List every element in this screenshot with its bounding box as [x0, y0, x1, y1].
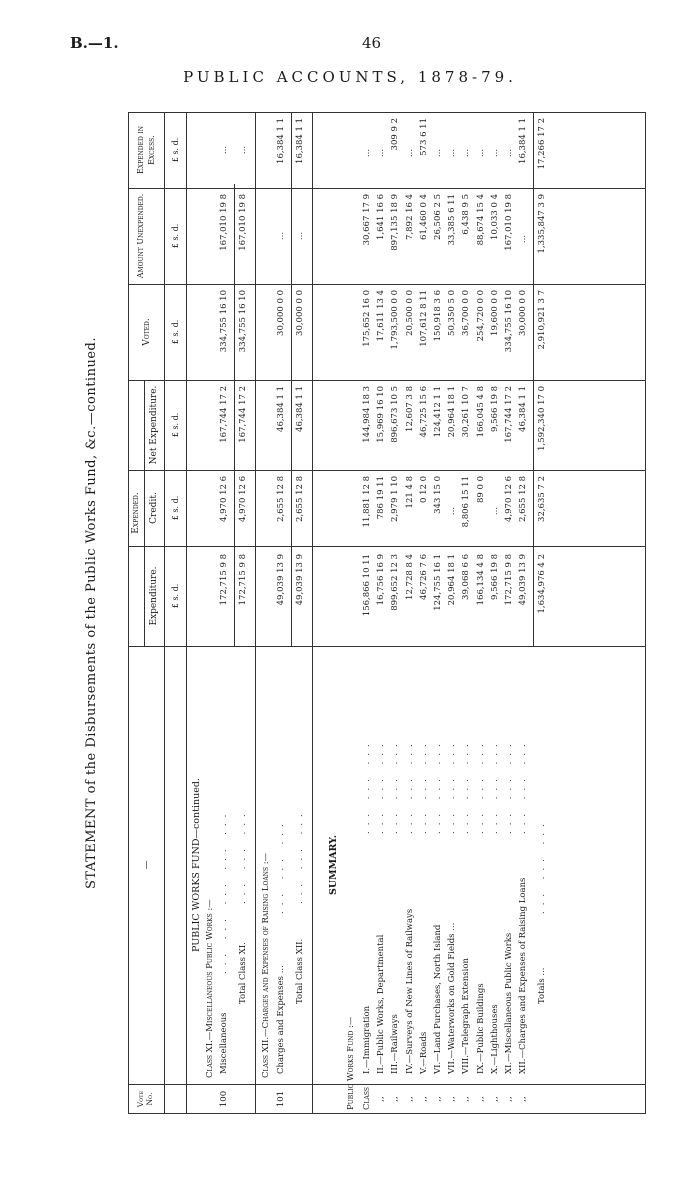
summary-label: IX.—Public Buildings [475, 983, 486, 1074]
summary-label: I.—Immigration [362, 1005, 372, 1074]
dot-leader: ... ... ... [461, 738, 472, 834]
header-net-expenditure: Net Expenditure. [149, 385, 159, 465]
summary-prefix: ,, [447, 1096, 458, 1102]
lsd-unexpended: £ s. d. [171, 223, 180, 249]
dot-leader: ... ... ... [489, 738, 500, 834]
summary-expenditure: 9,566 19 8 [489, 554, 500, 600]
summary-net: 15,969 16 10 [376, 386, 387, 443]
totals-label: Totals ... [537, 967, 548, 1004]
summary-expenditure: 899,652 12 3 [390, 554, 401, 611]
summary-label: V.—Roads [418, 1031, 429, 1074]
dot-leader: ... ... ... [518, 738, 529, 834]
summary-net: 9,566 19 8 [489, 386, 500, 432]
class11-end-rule [255, 112, 256, 1114]
summary-net: 46,725 15 6 [418, 386, 429, 438]
rotated-table [84, 112, 646, 1114]
summary-net: 124,412 1 1 [433, 386, 443, 438]
summary-credit: 11,881 12 8 [362, 476, 372, 528]
summary-prefix: ,, [404, 1096, 415, 1102]
summary-prefix: ,, [461, 1096, 472, 1102]
summary-row [433, 112, 447, 1114]
summary-row [390, 112, 404, 1114]
dot-leader: ... ... ... [295, 808, 305, 904]
summary-excess: ... [433, 148, 443, 158]
summary-expenditure: 49,039 13 9 [518, 554, 529, 606]
totals-voted: 2,910,921 3 7 [537, 290, 548, 350]
dot-leader: ... ... ... [276, 818, 286, 914]
summary-prefix: ,, [376, 1096, 387, 1102]
summary-label: VI.—Land Purchases, North Island [433, 924, 443, 1074]
summary-voted: 254,720 0 0 [475, 290, 486, 342]
dot-leader: ... ... ... [433, 738, 443, 834]
class11-net: 167,744 17 2 [219, 386, 229, 443]
dot-leader: ... ... ... [238, 808, 248, 904]
summary-credit: 121 4 8 [404, 476, 415, 509]
expended-group-rule [144, 380, 145, 646]
summary-unexpended: 897,135 18 9 [390, 194, 401, 251]
summary-expenditure: 156,866 10 11 [362, 554, 372, 617]
dot-leader: ... ... ... [447, 738, 458, 834]
class12-total-voted: 30,000 0 0 [295, 290, 305, 336]
class12-total-credit: 2,655 12 8 [295, 476, 305, 522]
summary-fund-label: Public Works Fund :— [346, 1016, 356, 1110]
summary-label: X.—Lighthouses [489, 1004, 500, 1074]
summary-credit: 4,970 12 6 [504, 476, 514, 522]
class11-total-expenditure: 172,715 9 8 [238, 554, 248, 606]
summary-sum-rule [533, 112, 534, 646]
class11-heading-row [205, 112, 219, 1114]
class12-credit: 2,655 12 8 [276, 476, 286, 522]
class12-total-excess: 16,384 1 1 [295, 118, 305, 164]
summary-row [419, 112, 433, 1114]
summary-unexpended: 33,385 6 11 [447, 194, 458, 246]
summary-net: 166,045 4 8 [475, 386, 486, 438]
class12-end-rule [312, 112, 313, 1114]
section-title: PUBLIC WORKS FUND—continued. [191, 778, 202, 952]
header-excess: Expended in Excess. [136, 126, 156, 174]
header-expenditure: Expenditure. [149, 566, 159, 626]
summary-expenditure: 12,728 8 4 [404, 554, 415, 600]
class12-unexpended: ... [276, 231, 286, 241]
summary-credit: 786 19 11 [376, 476, 387, 520]
summary-totals-row [537, 112, 551, 1114]
class12-row [276, 112, 290, 1114]
dot-leader: ... ... ... [504, 738, 514, 834]
summary-row [504, 112, 518, 1114]
summary-label: XII.—Charges and Expenses of Raising Loans [518, 877, 529, 1074]
class11-heading: Class XI.—Miscellaneous Public Works :— [205, 899, 215, 1078]
summary-row [405, 112, 419, 1114]
lsd-excess: £ s. d. [171, 137, 180, 163]
class11-total-voted: 334,755 16 10 [238, 290, 248, 353]
summary-unexpended: 6,438 9 5 [461, 194, 472, 235]
class12-total-label: Total Class XII. [295, 938, 305, 1004]
class11-expenditure: 172,715 9 8 [219, 554, 229, 606]
summary-credit: 89 0 0 [475, 476, 486, 504]
summary-credit: 2,655 12 8 [518, 476, 529, 522]
summary-net: 144,984 18 3 [362, 386, 372, 443]
summary-voted: 19,600 0 0 [489, 290, 500, 336]
summary-expenditure: 39,068 6 6 [461, 554, 472, 600]
summary-row [518, 112, 532, 1114]
summary-fund-row [346, 112, 360, 1114]
summary-excess: ... [489, 148, 500, 158]
summary-prefix: ,, [418, 1096, 429, 1102]
summary-credit: ... [489, 506, 500, 516]
summary-expenditure: 124,755 16 1 [433, 554, 443, 611]
summary-excess: ... [404, 148, 415, 158]
summary-excess: ... [461, 148, 472, 158]
summary-expenditure: 166,134 4 8 [475, 554, 486, 606]
summary-row [461, 112, 475, 1114]
class11-total-credit: 4,970 12 6 [238, 476, 248, 522]
header-rule [164, 112, 165, 1114]
summary-net: 12,607 3 8 [404, 386, 415, 432]
summary-expenditure: 172,715 9 8 [504, 554, 514, 606]
summary-excess: ... [475, 148, 486, 158]
header-blank: — [142, 860, 152, 870]
summary-net: 896,673 10 5 [390, 386, 401, 443]
class12-total-expenditure: 49,039 13 9 [295, 554, 305, 606]
class11-total-label: Total Class XI. [238, 942, 248, 1004]
class12-heading: Class XII.—Charges and Expenses of Raising Loans :— [261, 852, 271, 1078]
class11-sum-rule [234, 184, 235, 646]
summary-voted: 175,652 16 0 [362, 290, 372, 347]
totals-credit: 32,635 7 2 [537, 476, 548, 522]
summary-prefix: Class [362, 1087, 372, 1110]
summary-net: 30,261 10 7 [461, 386, 472, 438]
summary-unexpended: 1,641 16 6 [376, 194, 387, 240]
summary-excess: ... [376, 148, 387, 158]
summary-row [447, 112, 461, 1114]
summary-unexpended: 7,892 16 4 [404, 194, 415, 240]
dot-leader: ... ... ... [418, 738, 429, 834]
class11-vote: 100 [219, 1090, 229, 1108]
class11-total-unexpended: 167,010 19 8 [238, 194, 248, 251]
class12-heading-row [261, 112, 275, 1114]
dot-leader: ... ... ... [404, 738, 415, 834]
summary-prefix: ,, [475, 1096, 486, 1102]
summary-expenditure: 46,726 7 6 [418, 554, 429, 600]
summary-excess: ... [362, 148, 372, 158]
dot-leader: ... ... ... [390, 738, 401, 834]
summary-label: IV.—Surveys of New Lines of Railways [404, 908, 415, 1074]
class11-total-excess: ... [238, 145, 248, 155]
class11-label: Miscellaneous [219, 1012, 229, 1074]
summary-excess: 16,384 1 1 [518, 118, 529, 164]
summary-excess: 573 6 11 [418, 118, 429, 156]
summary-unexpended: 88,674 15 4 [475, 194, 486, 246]
header-unexpended: Amount Unexpended. [136, 193, 145, 279]
dot-leader: ... ... ... [475, 738, 486, 834]
class12-total-net: 46,384 1 1 [295, 386, 305, 432]
summary-unexpended: 167,010 19 8 [504, 194, 514, 251]
class12-vote: 101 [276, 1090, 286, 1108]
summary-prefix: ,, [433, 1096, 443, 1102]
class12-total-unexpended: ... [295, 231, 305, 241]
summary-voted: 17,611 13 4 [376, 290, 387, 342]
summary-prefix: ,, [518, 1096, 529, 1102]
summary-voted: 107,612 8 11 [418, 290, 429, 347]
summary-label: VIII.—Telegraph Extension [461, 958, 472, 1074]
summary-label: XI.—Miscellaneous Public Works [504, 932, 514, 1074]
lsd-rule [186, 112, 187, 1114]
summary-voted: 1,793,500 0 0 [390, 290, 401, 350]
summary-title-row [328, 112, 342, 1114]
section-title-row [191, 112, 205, 1114]
class11-row [219, 112, 233, 1114]
summary-credit: 2,979 1 10 [390, 476, 401, 522]
summary-prefix: ,, [489, 1096, 500, 1102]
table-caption: STATEMENT of the Disbursements of the Public Works Fund, &c.—continued. [84, 337, 99, 889]
class12-sum-rule [291, 112, 292, 646]
header-credit: Credit. [149, 492, 159, 524]
lsd-credit: £ s. d. [171, 495, 180, 521]
summary-voted: 150,918 3 6 [433, 290, 443, 342]
summary-label: VII.—Waterworks on Gold Fields ... [447, 922, 458, 1074]
lsd-voted: £ s. d. [171, 319, 180, 345]
summary-voted: 30,000 0 0 [518, 290, 529, 336]
summary-credit: 8,806 15 11 [461, 476, 472, 528]
dot-leader: ... ... ... [376, 738, 387, 834]
totals-excess: 17,266 17 2 [537, 118, 548, 170]
summary-row [376, 112, 390, 1114]
summary-net: 167,744 17 2 [504, 386, 514, 443]
header-vote-no: Vote No. [136, 1090, 154, 1108]
summary-net: 20,964 18 1 [447, 386, 458, 438]
summary-title: SUMMARY. [328, 835, 339, 896]
class12-total-row [295, 112, 309, 1114]
lsd-expenditure: £ s. d. [171, 583, 180, 609]
header-voted: Voted. [142, 318, 152, 346]
summary-voted: 20,500 0 0 [404, 290, 415, 336]
summary-label: III.—Railways [390, 1014, 401, 1074]
class12-expenditure: 49,039 13 9 [276, 554, 286, 606]
dot-leader: ... ... ... ... ... [219, 808, 229, 974]
summary-unexpended: 30,667 17 9 [362, 194, 372, 246]
summary-row [362, 112, 376, 1114]
summary-excess: ... [447, 148, 458, 158]
summary-unexpended: 61,460 0 4 [418, 194, 429, 240]
class11-excess: ... [219, 145, 229, 155]
summary-expenditure: 16,756 16 9 [376, 554, 387, 606]
summary-excess: 309 9 2 [390, 118, 401, 151]
summary-credit: 0 12 0 [418, 476, 429, 504]
totals-unexpended: 1,335,847 3 9 [537, 194, 548, 254]
class11-credit: 4,970 12 6 [219, 476, 229, 522]
class11-voted: 334,755 16 10 [219, 290, 229, 353]
summary-voted: 50,350 5 0 [447, 290, 458, 336]
class11-unexpended: 167,010 19 8 [219, 194, 229, 251]
summary-credit: ... [447, 506, 458, 516]
page-header-code: B.—1. [70, 34, 119, 52]
summary-row [476, 112, 490, 1114]
summary-label: II.—Public Works, Departmental [376, 934, 387, 1074]
class12-label: Charges and Expenses ... [276, 965, 286, 1074]
dot-leader: ... ... ... [362, 738, 372, 834]
totals-expenditure: 1,634,976 4 2 [537, 554, 548, 614]
summary-expenditure: 20,964 18 1 [447, 554, 458, 606]
summary-voted: 36,700 0 0 [461, 290, 472, 336]
class12-voted: 30,000 0 0 [276, 290, 286, 336]
summary-prefix: ,, [390, 1096, 401, 1102]
summary-row [490, 112, 504, 1114]
summary-unexpended: ... [518, 234, 529, 244]
totals-net: 1,592,340 17 0 [537, 386, 548, 451]
header-expended: Expended. [131, 492, 141, 534]
class12-excess: 16,384 1 1 [276, 118, 286, 164]
class11-total-net: 167,744 17 2 [238, 386, 248, 443]
summary-excess: ... [504, 148, 514, 158]
summary-prefix: ,, [504, 1096, 514, 1102]
class11-total-row [238, 112, 252, 1114]
summary-voted: 334,755 16 10 [504, 290, 514, 353]
document-title: PUBLIC ACCOUNTS, 1878-79. [183, 68, 517, 86]
lsd-net: £ s. d. [171, 412, 180, 438]
summary-net: 46,384 1 1 [518, 386, 529, 432]
class12-net: 46,384 1 1 [276, 386, 286, 432]
summary-unexpended: 26,506 2 5 [433, 194, 443, 240]
summary-credit: 343 15 0 [433, 476, 443, 514]
summary-unexpended: 10,033 0 4 [489, 194, 500, 240]
page-number: 46 [362, 34, 382, 52]
dot-leader: ... ... ... [537, 818, 548, 914]
